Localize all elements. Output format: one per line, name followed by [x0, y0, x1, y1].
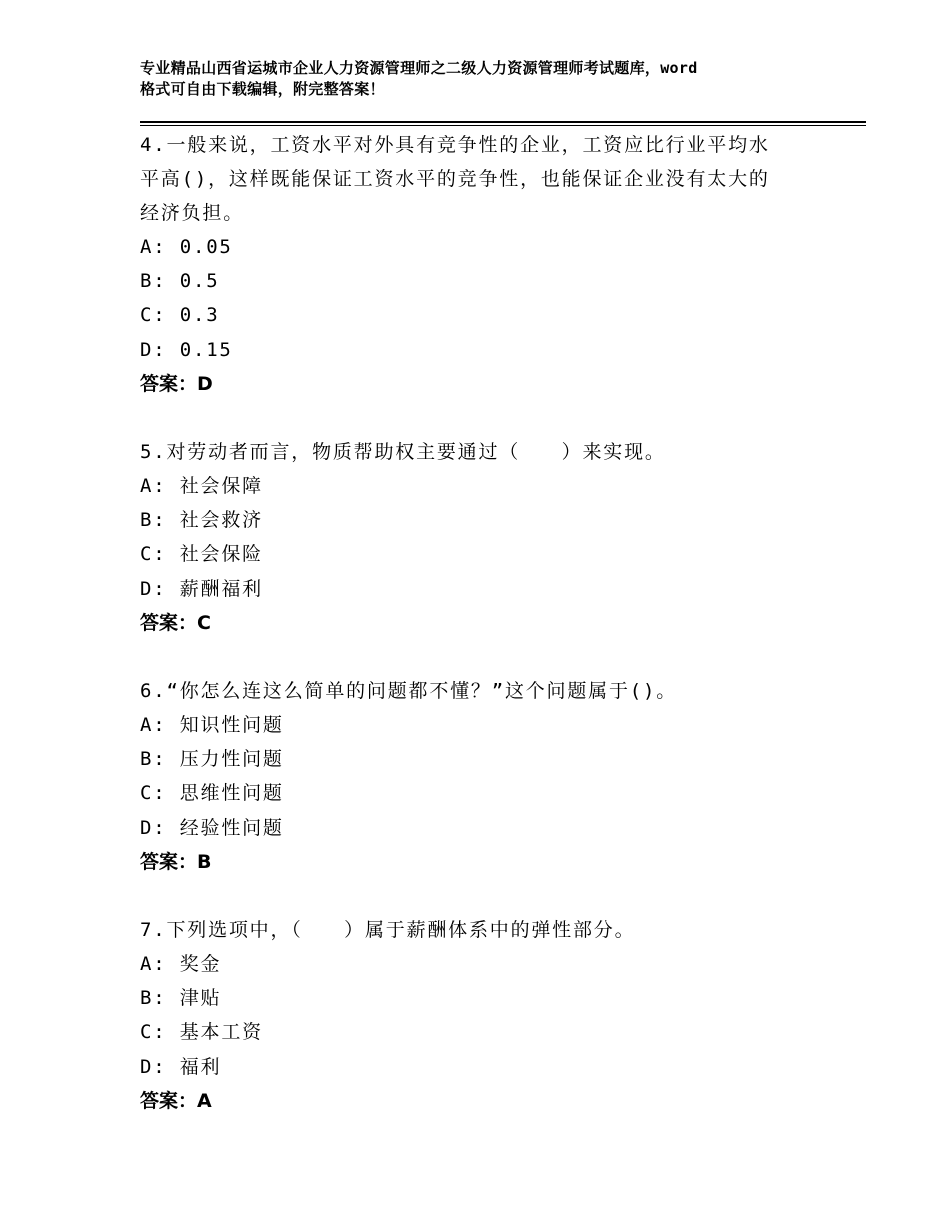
- question-text-line: 6.“你怎么连这么简单的问题都不懂？”这个问题属于()。: [140, 680, 678, 702]
- answer-label: 答案：D: [140, 372, 213, 395]
- option-a: A: 社会保障: [140, 475, 263, 497]
- answer-label: 答案：B: [140, 850, 212, 873]
- question-text-line: 4.一般来说，工资水平对外具有竞争性的企业，工资应比行业平均水: [140, 134, 770, 156]
- answer-label: 答案：C: [140, 611, 211, 634]
- document-header: [140, 58, 840, 100]
- option-b: B: 社会救济: [140, 509, 263, 532]
- question-6: [140, 674, 820, 879]
- question-text-line: 平高()，这样既能保证工资水平的竞争性，也能保证企业没有太大的: [140, 168, 770, 190]
- answer-label: 答案：A: [140, 1089, 212, 1112]
- header-divider-thick: [140, 121, 866, 123]
- option-c: C: 基本工资: [140, 1021, 263, 1044]
- question-text-line: 5.对劳动者而言，物质帮助权主要通过（ ）来实现。: [140, 441, 666, 463]
- option-d: D: 经验性问题: [140, 816, 284, 839]
- option-d: D: 薪酬福利: [140, 577, 263, 600]
- option-b: B: 0.5: [140, 270, 220, 293]
- option-a: A: 奖金: [140, 953, 222, 975]
- question-text-line: 经济负担。: [140, 202, 245, 224]
- option-c: C: 社会保险: [140, 543, 263, 566]
- question-7: [140, 913, 820, 1118]
- option-d: D: 福利: [140, 1055, 222, 1078]
- option-d: D: 0.15: [140, 338, 233, 361]
- question-5: [140, 435, 820, 640]
- option-c: C: 0.3: [140, 304, 220, 327]
- question-4: [140, 128, 820, 401]
- option-c: C: 思维性问题: [140, 782, 284, 805]
- option-b: B: 津贴: [140, 987, 222, 1010]
- header-line-1: 专业精品山西省运城市企业人力资源管理师之二级人力资源管理师考试题库，word: [140, 59, 698, 77]
- header-line-2: 格式可自由下载编辑，附完整答案！: [140, 80, 385, 98]
- option-a: A: 知识性问题: [140, 714, 284, 736]
- option-b: B: 压力性问题: [140, 748, 284, 771]
- header-divider-thin: [140, 125, 866, 126]
- option-a: A: 0.05: [140, 236, 233, 258]
- question-text-line: 7.下列选项中，（ ）属于薪酬体系中的弹性部分。: [140, 919, 636, 941]
